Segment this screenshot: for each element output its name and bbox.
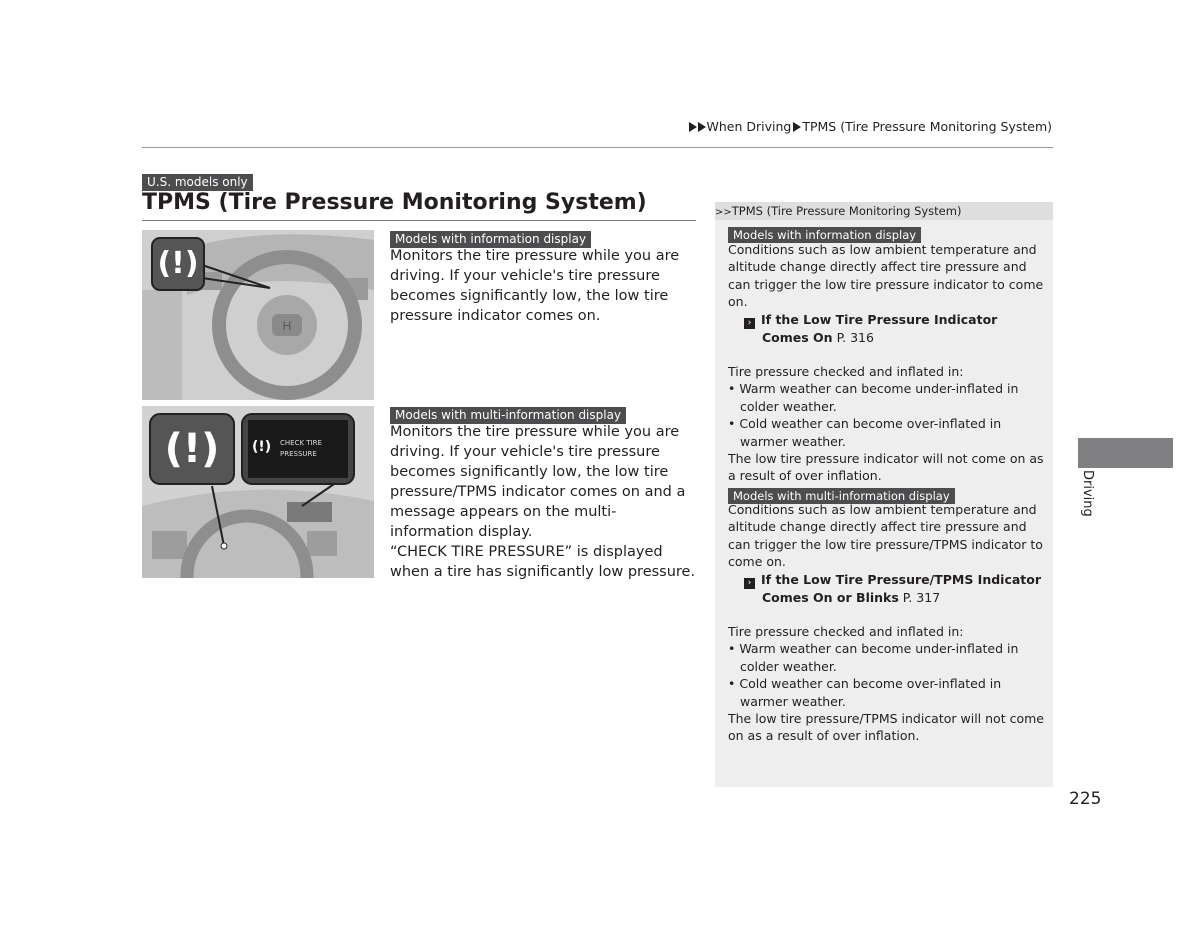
section1-text: Monitors the tire pressure while you are driving. If your vehicle's tire pressure becomes significantly low, the low tire pressure indicator comes on. <box>390 248 680 324</box>
sidebar-block2-ref-title[interactable]: If the Low Tire Pressure/TPMS Indicator Comes On or Blinks <box>761 571 1042 605</box>
sidebar-block2-p1: Conditions such as low ambient temperature and altitude change directly affect tire pressure and can trigger the low tire pressure/TPMS indicator to come on. <box>728 502 1043 570</box>
dashboard-image-multi-info-display <box>142 406 374 578</box>
top-rule <box>142 147 1053 148</box>
sidebar-block2-tag: Models with multi-information display <box>728 485 955 504</box>
page-number: 225 <box>1069 789 1102 809</box>
sidebar-block2-ref-page: P. 317 <box>898 589 941 605</box>
sidebar-block2 <box>728 501 1046 745</box>
sidebar-block1-p2: Tire pressure checked and inflated in: <box>728 364 964 380</box>
page-title: TPMS (Tire Pressure Monitoring System) <box>142 190 647 215</box>
sidebar-block1-ref-page: P. 316 <box>832 329 874 345</box>
breadcrumb-part2[interactable]: TPMS (Tire Pressure Monitoring System) <box>802 119 1052 134</box>
sidebar-block2-bullet1-text: Warm weather can become under-inflated in colder weather. <box>739 641 1019 674</box>
svg-text:H: H <box>282 319 292 333</box>
bullet-icon: • <box>728 416 736 432</box>
us-models-tag: U.S. models only <box>142 171 253 191</box>
sidebar-header-text: TPMS (Tire Pressure Monitoring System) <box>731 204 962 218</box>
sidebar-block2-bullet1 <box>728 640 1046 675</box>
sidebar-block2-ref[interactable] <box>728 571 1046 606</box>
section2-text2: “CHECK TIRE PRESSURE” is displayed when a tire has significantly low pressure. <box>390 544 696 580</box>
sidebar-block2-bullet2 <box>728 675 1046 710</box>
reference-arrow-icon: › <box>744 318 755 329</box>
sidebar-block1-bullet2-text: Cold weather can become over-inflated in warmer weather. <box>739 416 1002 449</box>
sidebar-block1 <box>728 241 1046 485</box>
reference-arrow-icon: › <box>744 578 755 589</box>
bullet-icon: • <box>728 676 736 692</box>
sidebar-block2-p2: Tire pressure checked and inflated in: <box>728 624 964 640</box>
screen-message <box>280 438 340 460</box>
sidebar-block1-bullet2 <box>728 415 1046 450</box>
section2-text: Monitors the tire pressure while you are driving. If your vehicle's tire pressure becomes significantly low, the low tire pressure/TPMS indicator comes on and a message appears on the multi-information display. <box>390 424 686 540</box>
screen-message-line2: PRESSURE <box>280 450 317 458</box>
chapter-thumb-tab[interactable] <box>1078 438 1173 468</box>
section1-tag: Models with information display <box>390 228 591 248</box>
sidebar-block1-p1: Conditions such as low ambient temperature and altitude change directly affect tire pressure and can trigger the low tire pressure indicator to come on. <box>728 242 1044 310</box>
sidebar-block1-ref-title[interactable]: If the Low Tire Pressure Indicator Comes On <box>761 311 998 345</box>
triangle-icon <box>698 122 706 132</box>
sidebar-block1-p3: The low tire pressure indicator will not come on as a result of over inflation. <box>728 451 1044 484</box>
sidebar-block2-bullet2-text: Cold weather can become over-inflated in warmer weather. <box>739 676 1002 709</box>
double-chevron-icon: >> <box>715 207 732 218</box>
bullet-icon: • <box>728 641 736 657</box>
section2-tag: Models with multi-information display <box>390 404 626 424</box>
sidebar-block1-bullet1 <box>728 380 1046 415</box>
breadcrumb-part1[interactable]: When Driving <box>706 119 792 134</box>
chapter-label: Driving <box>1080 470 1095 517</box>
sidebar-block2-p3: The low tire pressure/TPMS indicator will not come on as a result of over inflation. <box>728 711 1044 744</box>
tpms-screen-icon: (!) <box>252 439 272 455</box>
sidebar-block1-tag: Models with information display <box>728 224 921 243</box>
sidebar-block1-bullet1-text: Warm weather can become under-inflated in colder weather. <box>739 381 1019 414</box>
tire-pressure-icon: (!) <box>157 246 199 281</box>
breadcrumb <box>689 119 1053 134</box>
screen-message-line1: CHECK TIRE <box>280 439 322 447</box>
tpms-indicator-icon: (!) <box>164 426 220 472</box>
bullet-icon: • <box>728 381 736 397</box>
triangle-icon <box>689 122 697 132</box>
sidebar-block1-ref[interactable] <box>728 311 1046 346</box>
triangle-icon <box>793 122 801 132</box>
sidebar-header <box>715 202 1053 220</box>
title-rule <box>142 220 696 221</box>
dashboard-image-info-display <box>142 230 374 400</box>
